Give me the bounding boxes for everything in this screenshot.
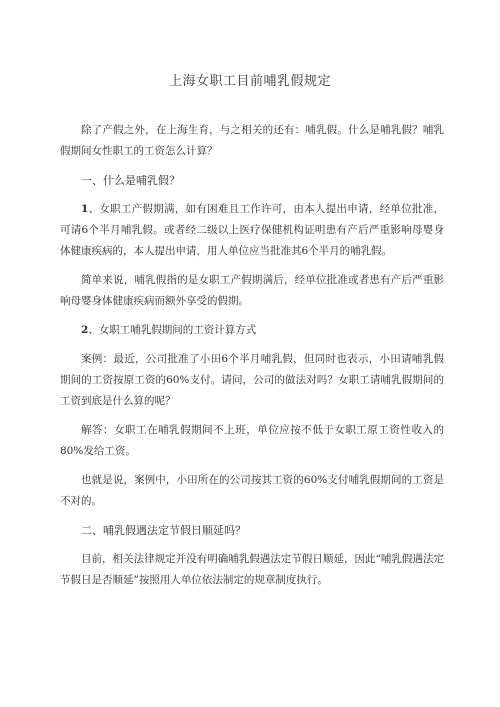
section2-paragraph: 目前，相关法律规定并没有明确哺乳假遇法定节假日顺延，因此“哺乳假遇法定节假日是否顺延”按照用人单位依法制定的规章制度执行。 — [60, 553, 444, 586]
intro-paragraph: 除了产假之外，在上海生育，与之相关的还有：哺乳假。什么是哺乳假？哺乳假期间女性职工的工资怎么计算？ — [60, 124, 444, 157]
conclusion-paragraph: 也就是说，案例中，小田所在的公司按其工资的60%支付哺乳假期间的工资是不对的。 — [60, 474, 444, 507]
section1-heading: 一、什么是哺乳假？ — [81, 174, 180, 187]
section2-heading: 二、哺乳假遇法定节假日顺延吗？ — [81, 524, 246, 537]
item1-text: 、女职工产假期满，如有困难且工作许可，由本人提出申请，经单位批准，可请6个半月哺乳假。或者经二级以上医疗保健机构证明患有产后严重影响母婴身体健康疾病的，本人提出申请，用人单位应当批准其6个半月的哺乳假。 — [60, 203, 444, 257]
summary-paragraph: 简单来说，哺乳假指的是女职工产假期满后，经单位批准或者患有产后严重影响母婴身体健康疾病而额外享受的假期。 — [60, 274, 444, 307]
item1-number: 1 — [81, 203, 89, 215]
item2-text: 、女职工哺乳假期间的工资计算方式 — [88, 324, 257, 336]
item2-heading — [60, 320, 444, 341]
page-title: 上海女职工目前哺乳假规定 — [168, 74, 331, 89]
answer-paragraph: 解答：女职工在哺乳假期间不上班，单位应按不低于女职工原工资性收入的80%发给工资。 — [60, 424, 444, 457]
document-body — [60, 120, 444, 599]
item2-number: 2 — [81, 324, 89, 336]
case-paragraph: 案例：最近，公司批准了小田6个半月哺乳假，但同时也表示，小田请哺乳假期间的工资按原工资的60%支付。请问，公司的做法对吗？女职工请哺乳假期间的工资到底是什么算的呢？ — [60, 353, 444, 407]
item1-paragraph — [60, 199, 444, 262]
